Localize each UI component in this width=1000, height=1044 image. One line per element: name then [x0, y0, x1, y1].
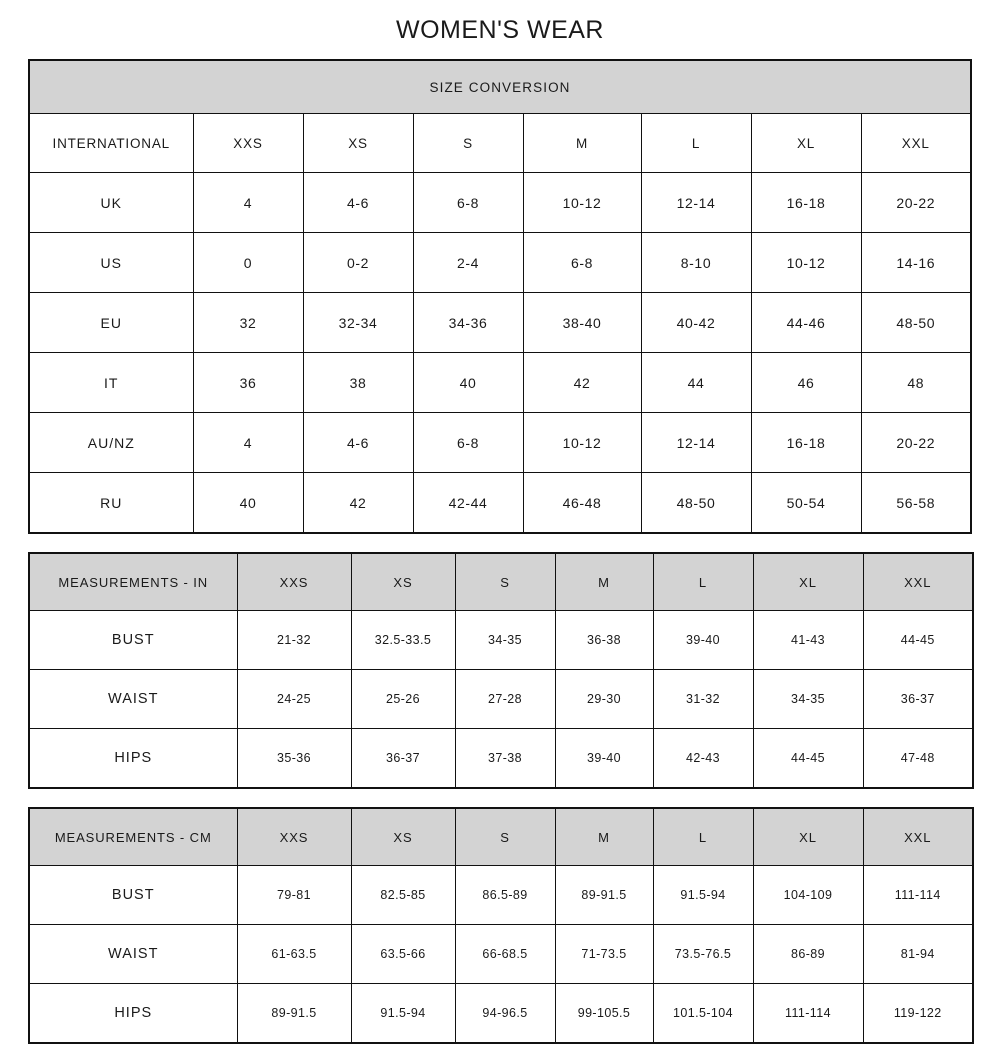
- conversion-header-cell: XS: [303, 114, 413, 173]
- table-row: [29, 413, 971, 473]
- table-cell: 4: [193, 173, 303, 233]
- table-cell: 4: [193, 413, 303, 473]
- table-row: [29, 233, 971, 293]
- table-cell: 34-35: [455, 611, 555, 670]
- table-cell: 44: [641, 353, 751, 413]
- measurements-inches-header-cell: XS: [351, 553, 455, 611]
- conversion-banner-label: SIZE CONVERSION: [29, 60, 971, 114]
- measurements-inches-header-cell: S: [455, 553, 555, 611]
- table-cell: 6-8: [413, 173, 523, 233]
- table-cell: 40-42: [641, 293, 751, 353]
- measurements-inches-table: [28, 552, 974, 789]
- table-cell: 6-8: [413, 413, 523, 473]
- row-label: HIPS: [29, 984, 237, 1044]
- measurements-inches-title: MEASUREMENTS - IN: [29, 553, 237, 611]
- table-cell: 79-81: [237, 866, 351, 925]
- conversion-header-cell: XXS: [193, 114, 303, 173]
- table-cell: 40: [193, 473, 303, 534]
- table-cell: 42: [303, 473, 413, 534]
- table-cell: 16-18: [751, 173, 861, 233]
- table-cell: 36-38: [555, 611, 653, 670]
- table-cell: 44-45: [863, 611, 973, 670]
- table-cell: 44-45: [753, 729, 863, 789]
- table-cell: 91.5-94: [653, 866, 753, 925]
- table-cell: 89-91.5: [237, 984, 351, 1044]
- row-label: UK: [29, 173, 193, 233]
- table-cell: 119-122: [863, 984, 973, 1044]
- measurements-cm-header-row: [29, 808, 973, 866]
- table-row: [29, 925, 973, 984]
- table-cell: 29-30: [555, 670, 653, 729]
- table-cell: 37-38: [455, 729, 555, 789]
- table-cell: 32: [193, 293, 303, 353]
- measurements-cm-header-cell: L: [653, 808, 753, 866]
- conversion-header-cell: L: [641, 114, 751, 173]
- row-label: HIPS: [29, 729, 237, 789]
- measurements-inches-header-cell: XL: [753, 553, 863, 611]
- measurements-inches-header-cell: XXS: [237, 553, 351, 611]
- table-cell: 89-91.5: [555, 866, 653, 925]
- measurements-inches-header-cell: L: [653, 553, 753, 611]
- table-cell: 111-114: [753, 984, 863, 1044]
- row-label: WAIST: [29, 925, 237, 984]
- table-cell: 71-73.5: [555, 925, 653, 984]
- table-cell: 20-22: [861, 173, 971, 233]
- table-cell: 27-28: [455, 670, 555, 729]
- table-cell: 35-36: [237, 729, 351, 789]
- table-cell: 4-6: [303, 173, 413, 233]
- table-cell: 48-50: [861, 293, 971, 353]
- table-cell: 34-36: [413, 293, 523, 353]
- table-cell: 48-50: [641, 473, 751, 534]
- table-cell: 50-54: [751, 473, 861, 534]
- table-cell: 21-32: [237, 611, 351, 670]
- table-row: [29, 984, 973, 1044]
- conversion-header-cell: INTERNATIONAL: [29, 114, 193, 173]
- table-cell: 8-10: [641, 233, 751, 293]
- table-cell: 38: [303, 353, 413, 413]
- measurements-cm-header-cell: M: [555, 808, 653, 866]
- table-cell: 42: [523, 353, 641, 413]
- table-cell: 32.5-33.5: [351, 611, 455, 670]
- table-cell: 24-25: [237, 670, 351, 729]
- table-cell: 39-40: [653, 611, 753, 670]
- table-row: [29, 866, 973, 925]
- table-row: [29, 173, 971, 233]
- table-cell: 32-34: [303, 293, 413, 353]
- table-cell: 56-58: [861, 473, 971, 534]
- row-label: US: [29, 233, 193, 293]
- table-cell: 2-4: [413, 233, 523, 293]
- table-cell: 10-12: [523, 413, 641, 473]
- measurements-cm-header-cell: XL: [753, 808, 863, 866]
- table-cell: 86-89: [753, 925, 863, 984]
- measurements-inches-header-row: [29, 553, 973, 611]
- table-cell: 6-8: [523, 233, 641, 293]
- conversion-header-cell: XXL: [861, 114, 971, 173]
- measurements-inches-header-cell: M: [555, 553, 653, 611]
- size-conversion-table: [28, 59, 972, 534]
- measurements-cm-table: [28, 807, 974, 1044]
- page-title: WOMEN'S WEAR: [396, 16, 604, 44]
- table-cell: 36: [193, 353, 303, 413]
- measurements-cm-title: MEASUREMENTS - CM: [29, 808, 237, 866]
- table-cell: 47-48: [863, 729, 973, 789]
- table-cell: 31-32: [653, 670, 753, 729]
- table-row: [29, 611, 973, 670]
- table-cell: 82.5-85: [351, 866, 455, 925]
- row-label: WAIST: [29, 670, 237, 729]
- table-cell: 104-109: [753, 866, 863, 925]
- table-cell: 20-22: [861, 413, 971, 473]
- table-cell: 36-37: [351, 729, 455, 789]
- table-cell: 42-43: [653, 729, 753, 789]
- row-label: IT: [29, 353, 193, 413]
- table-cell: 12-14: [641, 173, 751, 233]
- table-cell: 63.5-66: [351, 925, 455, 984]
- table-cell: 73.5-76.5: [653, 925, 753, 984]
- conversion-header-row: [29, 114, 971, 173]
- table-cell: 39-40: [555, 729, 653, 789]
- table-cell: 10-12: [751, 233, 861, 293]
- conversion-header-cell: S: [413, 114, 523, 173]
- table-row: [29, 293, 971, 353]
- row-label: EU: [29, 293, 193, 353]
- table-cell: 10-12: [523, 173, 641, 233]
- table-cell: 16-18: [751, 413, 861, 473]
- table-cell: 46: [751, 353, 861, 413]
- table-row: [29, 353, 971, 413]
- table-cell: 41-43: [753, 611, 863, 670]
- table-cell: 101.5-104: [653, 984, 753, 1044]
- table-cell: 81-94: [863, 925, 973, 984]
- table-cell: 0-2: [303, 233, 413, 293]
- measurements-cm-header-cell: XS: [351, 808, 455, 866]
- table-cell: 4-6: [303, 413, 413, 473]
- table-cell: 46-48: [523, 473, 641, 534]
- table-row: [29, 729, 973, 789]
- row-label: AU/NZ: [29, 413, 193, 473]
- table-cell: 94-96.5: [455, 984, 555, 1044]
- table-row: [29, 473, 971, 534]
- row-label: BUST: [29, 866, 237, 925]
- table-cell: 0: [193, 233, 303, 293]
- table-cell: 91.5-94: [351, 984, 455, 1044]
- table-cell: 14-16: [861, 233, 971, 293]
- table-cell: 86.5-89: [455, 866, 555, 925]
- conversion-banner-row: [29, 60, 971, 114]
- measurements-cm-header-cell: S: [455, 808, 555, 866]
- row-label: RU: [29, 473, 193, 534]
- table-cell: 36-37: [863, 670, 973, 729]
- conversion-header-cell: M: [523, 114, 641, 173]
- table-cell: 40: [413, 353, 523, 413]
- table-cell: 61-63.5: [237, 925, 351, 984]
- measurements-cm-header-cell: XXL: [863, 808, 973, 866]
- table-cell: 12-14: [641, 413, 751, 473]
- table-cell: 48: [861, 353, 971, 413]
- table-cell: 66-68.5: [455, 925, 555, 984]
- table-row: [29, 670, 973, 729]
- table-cell: 34-35: [753, 670, 863, 729]
- row-label: BUST: [29, 611, 237, 670]
- conversion-header-cell: XL: [751, 114, 861, 173]
- table-cell: 25-26: [351, 670, 455, 729]
- measurements-cm-header-cell: XXS: [237, 808, 351, 866]
- table-cell: 38-40: [523, 293, 641, 353]
- table-cell: 42-44: [413, 473, 523, 534]
- table-cell: 44-46: [751, 293, 861, 353]
- table-cell: 99-105.5: [555, 984, 653, 1044]
- measurements-inches-header-cell: XXL: [863, 553, 973, 611]
- table-cell: 111-114: [863, 866, 973, 925]
